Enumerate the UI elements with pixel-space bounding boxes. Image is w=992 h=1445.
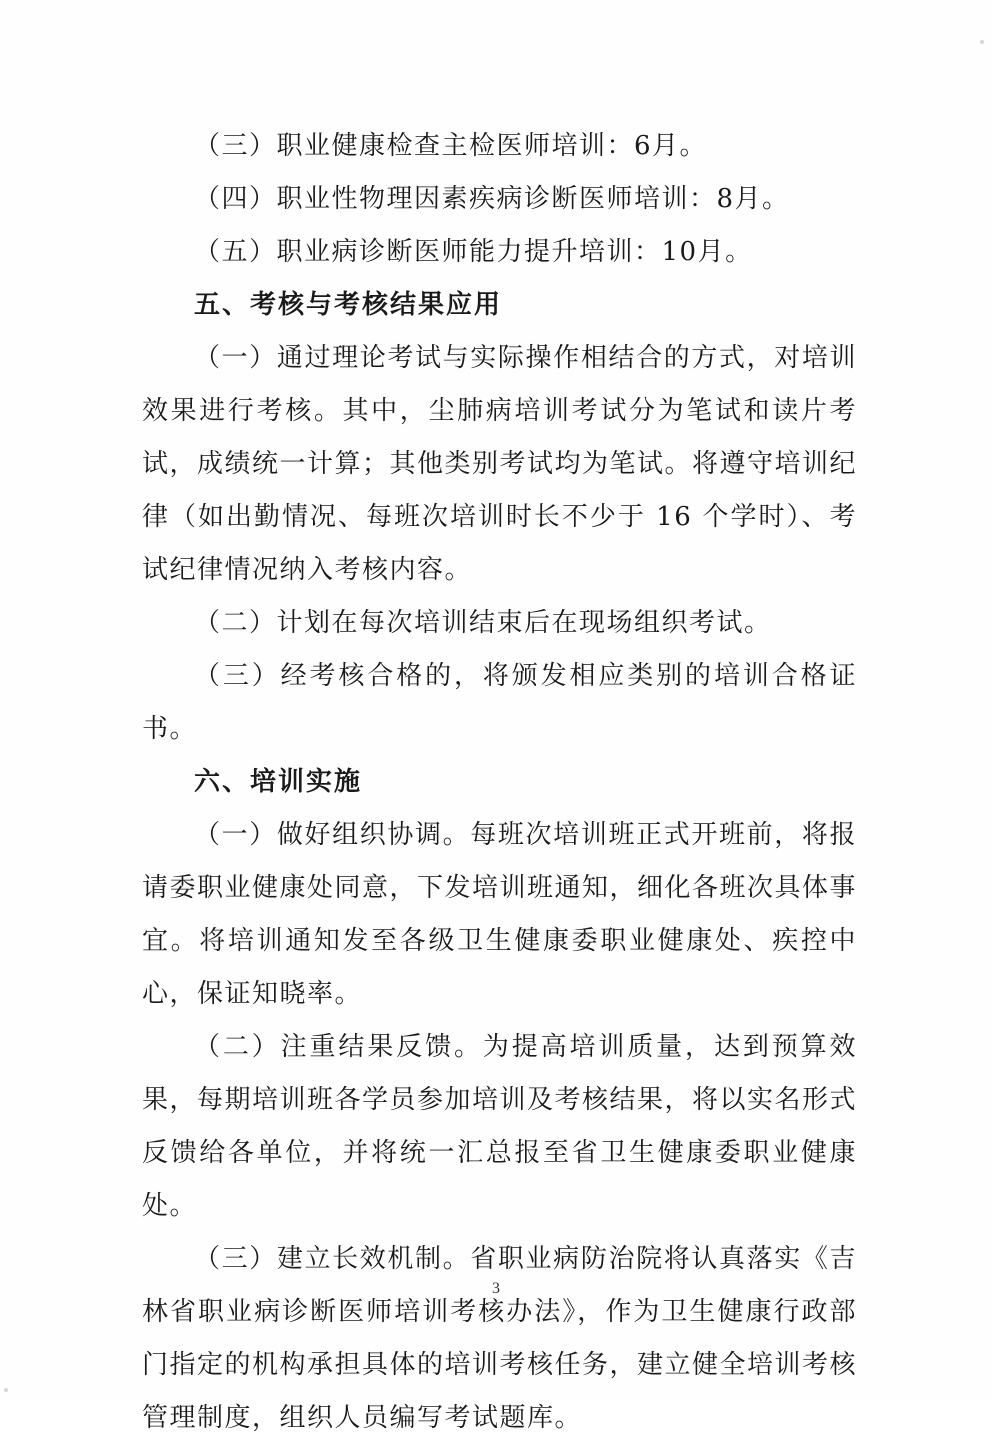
section-heading-implementation: 六、培训实施 <box>194 767 363 797</box>
paragraph-item-4: （四）职业性物理因素疾病诊断医师培训：8月。 <box>194 184 790 214</box>
assessment-item-2: （二）计划在每次培训结束后在现场组织考试。 <box>194 608 772 638</box>
assessment-item-1: （一）通过理论考试与实际操作相结合的方式，对培训效果进行考核。其中，尘肺病培训考试分为笔试和读片考试，成绩统一计算；其他类别考试均为笔试。将遵守培训纪律（如出勤情况、每班次培训时长不少于 16 个学时）、考试纪律情况纳入考核内容。 <box>142 343 858 585</box>
implementation-item-1: （一）做好组织协调。每班次培训班正式开班前，将报请委职业健康处同意，下发培训班通知，细化各班次具体事宜。将培训通知发至各级卫生健康委职业健康处、疾控中心，保证知晓率。 <box>142 820 858 1009</box>
implementation-item-2: （二）注重结果反馈。为提高培训质量，达到预算效果，每期培训班各学员参加培训及考核结果，将以实名形式反馈给各单位，并将统一汇总报至省卫生健康委职业健康处。 <box>142 1032 858 1221</box>
scan-dot <box>4 1388 8 1392</box>
page-number: 3 <box>492 1280 500 1297</box>
section-heading-assessment: 五、考核与考核结果应用 <box>194 290 503 320</box>
document-body <box>142 120 857 1445</box>
scan-dot <box>980 40 984 44</box>
implementation-item-3: （三）建立长效机制。省职业病防治院将认真落实《吉林省职业病诊断医师培训考核办法》，作为卫生健康行政部门指定的机构承担具体的培训考核任务，建立健全培训考核管理制度，组织人员编写考试题库。 <box>142 1244 858 1433</box>
paragraph-item-5: （五）职业病诊断医师能力提升培训：10月。 <box>194 237 753 267</box>
assessment-item-3: （三）经考核合格的，将颁发相应类别的培训合格证书。 <box>142 661 857 744</box>
paragraph-item-3: （三）职业健康检查主检医师培训：6月。 <box>194 131 708 161</box>
